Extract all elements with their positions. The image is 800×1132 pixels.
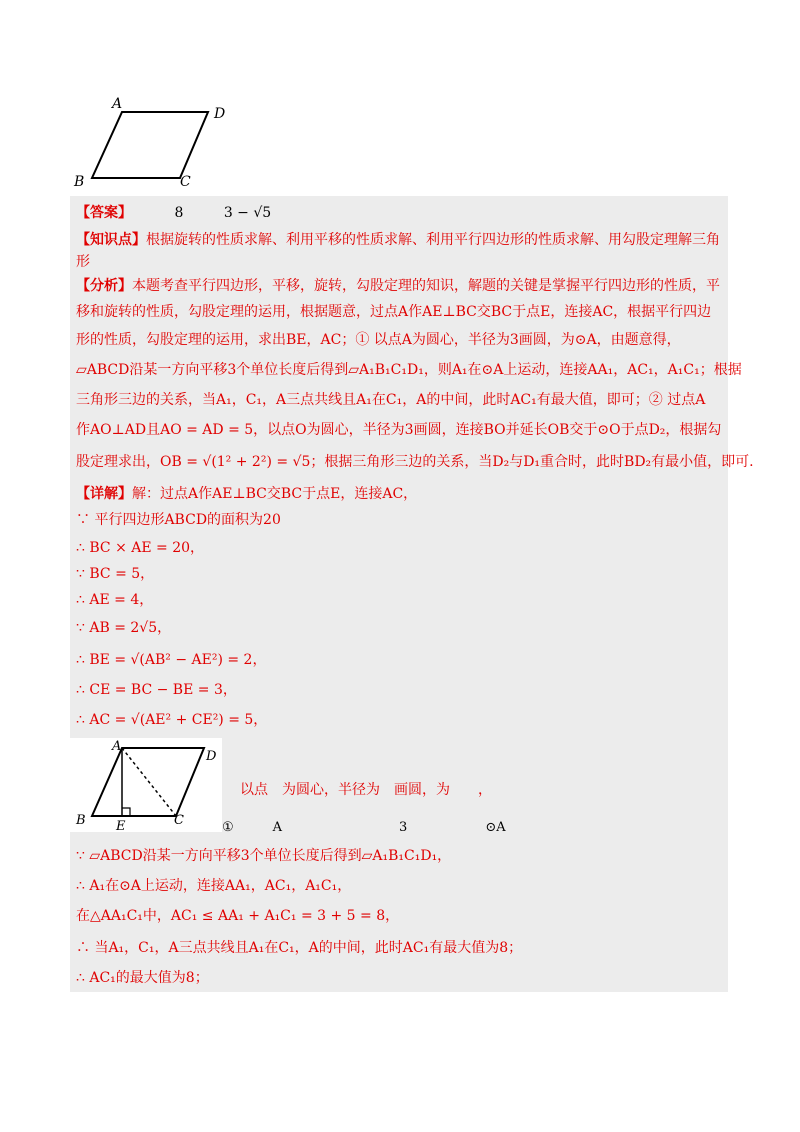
continuation-line-2: ∴ A₁在⊙A上运动，连接AA₁，AC₁，A₁C₁， bbox=[76, 878, 352, 894]
analysis-line-2: 移和旋转的性质，勾股定理的运用，根据题意，过点A作AE⊥BC交BC于点E，连接AC，根据平行四边 bbox=[76, 304, 712, 320]
parallelogram-figure bbox=[68, 92, 248, 196]
detail-label: 【详解】 bbox=[76, 486, 132, 502]
detail-text-1: 解：过点A作AE⊥BC交BC于点E，连接AC， bbox=[132, 486, 418, 502]
continuation-line-4: ∴ 当A₁，C₁，A三点共线且A₁在C₁，A的中间，此时AC₁有最大值为8； bbox=[76, 940, 523, 956]
analysis-line-4: ▱ABCD沿某一方向平移3个单位长度后得到▱A₁B₁C₁D₁，则A₁在⊙A上运动，连接AA₁，AC₁，A₁C₁；根据 bbox=[76, 362, 742, 378]
detail-line-2: ∵ 平行四边形ABCD的面积为20 bbox=[76, 512, 281, 528]
analysis-line-7: 股定理求出，OB = √(1² + 2²) = √5；根据三角形三边的关系，当D₂与D₁重合时，此时BD₂有最小值，即可. bbox=[76, 454, 754, 470]
parallelogram-shape bbox=[92, 112, 208, 178]
right-angle-mark bbox=[122, 808, 130, 816]
knowledge-label: 【知识点】 bbox=[76, 232, 146, 248]
analysis-text-1: 本题考查平行四边形，平移，旋转，勾股定理的知识，解题的关键是掌握平行四边形的性质，平 bbox=[132, 278, 720, 294]
vertex-label-d-2: D bbox=[206, 749, 217, 764]
detail-line-7: ∴ BE = √(AB² − AE²) = 2， bbox=[76, 652, 267, 668]
knowledge-line-2 bbox=[76, 252, 722, 272]
knowledge-text-1: 根据旋转的性质求解、利用平移的性质求解、利用平行四边形的性质求解、用勾股定理解三角 bbox=[146, 232, 720, 248]
answer-line bbox=[76, 203, 722, 223]
detail-line-1 bbox=[76, 484, 722, 504]
figure2-caption: 以点 为圆心，半径为 画圆，为 ， bbox=[240, 782, 492, 798]
detail-line-9: ∴ AC = √(AE² + CE²) = 5， bbox=[76, 712, 268, 728]
answer-value-1: 8 bbox=[174, 205, 184, 221]
detail-line-6: ∵ AB = 2√5， bbox=[76, 620, 172, 636]
vertex-label-c: C bbox=[180, 174, 191, 190]
answer-value-2: 3 − √5 bbox=[223, 205, 272, 221]
parallelogram-shape-2 bbox=[92, 748, 204, 816]
vertex-label-e-2: E bbox=[116, 819, 126, 832]
vertex-label-a: A bbox=[112, 96, 123, 112]
continuation-line-1: ∵ ▱ABCD沿某一方向平移3个单位长度后得到▱A₁B₁C₁D₁， bbox=[76, 848, 452, 864]
continuation-line-3: 在△AA₁C₁中，AC₁ ≤ AA₁ + A₁C₁ = 3 + 5 = 8， bbox=[76, 908, 400, 924]
continuation-line-5: ∴ AC₁的最大值为8； bbox=[76, 970, 209, 986]
vertex-label-b-2: B bbox=[76, 813, 86, 828]
detail-line-8: ∴ CE = BC − BE = 3， bbox=[76, 682, 237, 698]
answer-label: 【答案】 bbox=[76, 205, 132, 221]
detail-line-4: ∵ BC = 5， bbox=[76, 566, 155, 582]
vertex-label-a-2: A bbox=[112, 739, 122, 754]
vertex-label-b: B bbox=[74, 174, 85, 190]
analysis-label: 【分析】 bbox=[76, 278, 132, 294]
analysis-line-1 bbox=[76, 276, 722, 296]
analysis-line-6: 作AO⊥AD且AO = AD = 5，以点O为圆心，半径为3画圆，连接BO并延长OB交于⊙O于点D₂，根据勾 bbox=[76, 422, 722, 438]
detail-line-5: ∴ AE = 4， bbox=[76, 592, 154, 608]
analysis-line-5: 三角形三边的关系，当A₁，C₁，A三点共线且A₁在C₁，A的中间，此时AC₁有最大值，即可；② 过点A bbox=[76, 392, 706, 408]
detail-line-3: ∴ BC × AE = 20， bbox=[76, 540, 205, 556]
knowledge-text-2: 形 bbox=[76, 254, 90, 270]
diagonal-ac bbox=[122, 748, 176, 816]
analysis-line-3: 形的性质，勾股定理的运用，求出BE，AC；① 以点A为圆心，半径为3画圆，为⊙A，由题意得， bbox=[76, 332, 681, 348]
vertex-label-d: D bbox=[214, 106, 226, 122]
vertex-label-c-2: C bbox=[174, 813, 184, 828]
figure2-caption-sub: ① A 3 ⊙A bbox=[222, 820, 506, 835]
knowledge-line-1 bbox=[76, 230, 722, 250]
altitude-figure bbox=[70, 738, 222, 832]
